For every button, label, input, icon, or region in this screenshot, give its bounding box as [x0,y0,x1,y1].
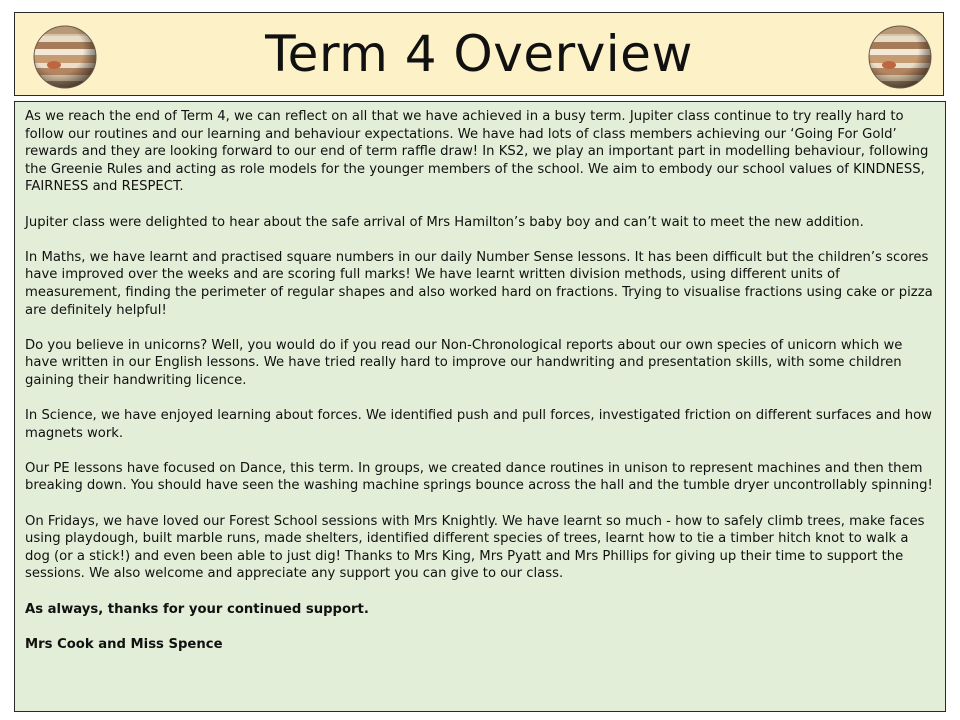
header-banner [14,12,944,96]
paragraph-intro: As we reach the end of Term 4, we can reflect on all that we have achieved in a busy term. Jupiter class continue to try really hard to follow our routines and our learning and behaviour expectations. We have had lots of class members achieving our ‘Going For Gold’ rewards and they are looking forward to our end of term raffle draw! In KS2, we play an important part in modelling behaviour, following the Greenie Rules and acting as role models for the younger members of the school. We aim to embody our school values of KINDNESS, FAIRNESS and RESPECT. [25,109,929,195]
paragraph-pe: Our PE lessons have focused on Dance, this term. In groups, we created dance routines in unison to represent machines and then them breaking down. You should have seen the washing machine springs bounce across the hall and the tumble dryer uncontrollably spinning! [25,460,933,494]
signature: Mrs Cook and Miss Spence [25,636,223,652]
page-title: Term 4 Overview [265,25,693,83]
paragraph-news: Jupiter class were delighted to hear about the safe arrival of Mrs Hamilton’s baby boy and can’t wait to meet the new addition. [25,214,864,230]
paragraph-forest-school: On Fridays, we have loved our Forest School sessions with Mrs Knightly. We have learnt so much - how to safely climb trees, make faces using playdough, built marble runs, made shelters, identified different species of trees, learnt how to tie a timber hitch knot to walk a dog (or a stick!) and even been able to just dig! Thanks to Mrs King, Mrs Pyatt and Mrs Phillips for giving up their time to support the sessions. We also welcome and appreciate any support you can give to our class. [25,513,925,582]
newsletter-body [14,101,946,712]
paragraph-science: In Science, we have enjoyed learning about forces. We identified push and pull forces, investigated friction on different surfaces and how magnets work. [25,408,932,441]
paragraph-english: Do you believe in unicorns? Well, you would do if you read our Non-Chronological reports about our own species of unicorn which we have written in our English lessons. We have tried really hard to improve our handwriting and presentation skills, with some children gaining their handwriting licence. [25,337,903,388]
paragraph-maths: In Maths, we have learnt and practised square numbers in our daily Number Sense lessons. It has been difficult but the children’s scores have improved over the weeks and are scoring full marks! We have learnt written division methods, using different units of measurement, finding the perimeter of regular shapes and also worked hard on fractions. Trying to visualise fractions using cake or pizza are definitely helpful! [25,249,933,318]
closing-line: As always, thanks for your continued support. [25,601,369,617]
jupiter-planet-image-right [867,24,933,90]
